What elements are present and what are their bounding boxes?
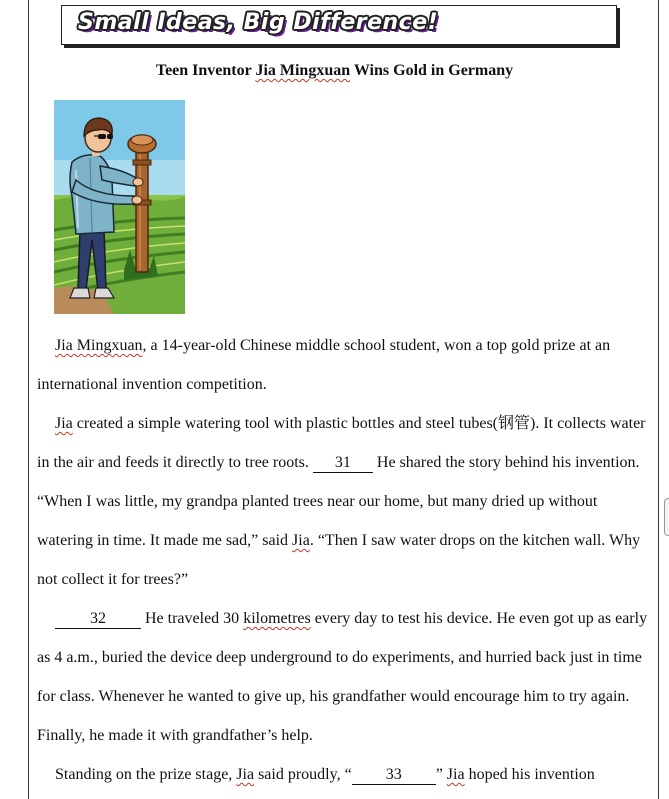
illustration-boy-with-watering-device [54, 100, 185, 314]
name-jia: Jia [55, 415, 73, 432]
left-margin-rule [28, 0, 29, 799]
paragraph-3-text-b: every day to test his device. He even got up as early as 4 a.m., buried the device deep underground to do experiments, and hurried back just in time for class. Whenever he wanted to give up, his grandfather would encourage him to try again. Finally, he made it with grandfather’s help. [37, 610, 648, 744]
banner-title: Small Ideas, Big Difference! [78, 10, 439, 35]
paragraph-4 [37, 755, 649, 794]
headline-name: Jia Mingxuan [255, 62, 351, 79]
paragraph-4-text-d: hoped his invention [464, 766, 595, 783]
headline-prefix: Teen Inventor [155, 62, 256, 79]
paragraph-4-text-b: said proudly, “ [254, 766, 352, 783]
scroll-handle[interactable] [664, 498, 669, 536]
title-banner [61, 5, 617, 45]
paragraph-4-text-a: Standing on the prize stage, [55, 766, 237, 783]
paragraph-3-text-a: He traveled 30 [141, 610, 244, 627]
right-margin-rule [658, 0, 659, 799]
headline-suffix: Wins Gold in Germany [350, 62, 514, 79]
blank-33[interactable]: 33 [352, 766, 436, 785]
name-jia-mingxuan: Jia Mingxuan [55, 337, 143, 354]
name-jia: Jia [236, 766, 255, 783]
paragraph-1 [37, 326, 649, 404]
paragraph-2 [37, 404, 649, 599]
paragraph-3 [37, 599, 649, 755]
paragraph-2-text-b: He shared the story behind his invention. “When I was little, my grandpa planted trees near our home, but many dried up without watering in time. It made me sad,” said [37, 454, 640, 549]
article-headline [0, 62, 669, 80]
word-kilometres: kilometres [243, 610, 311, 627]
name-jia: Jia [292, 532, 310, 549]
paragraph-1-text: , a 14-year-old Chinese middle school student, won a top gold prize at an international invention competition. [37, 337, 611, 393]
name-jia: Jia [446, 766, 465, 783]
blank-32[interactable]: 32 [55, 610, 141, 629]
paragraph-4-text-c: ” [435, 766, 447, 783]
blank-31[interactable]: 31 [313, 454, 373, 473]
paragraph-2-text-a: created a simple watering tool with plastic bottles and steel tubes(钢管). It collects water in the air and feeds it directly to tree roots. [37, 415, 646, 471]
paragraph-2-text-c: . “Then I saw water drops on the kitchen wall. Why not collect it for trees?” [37, 532, 641, 588]
